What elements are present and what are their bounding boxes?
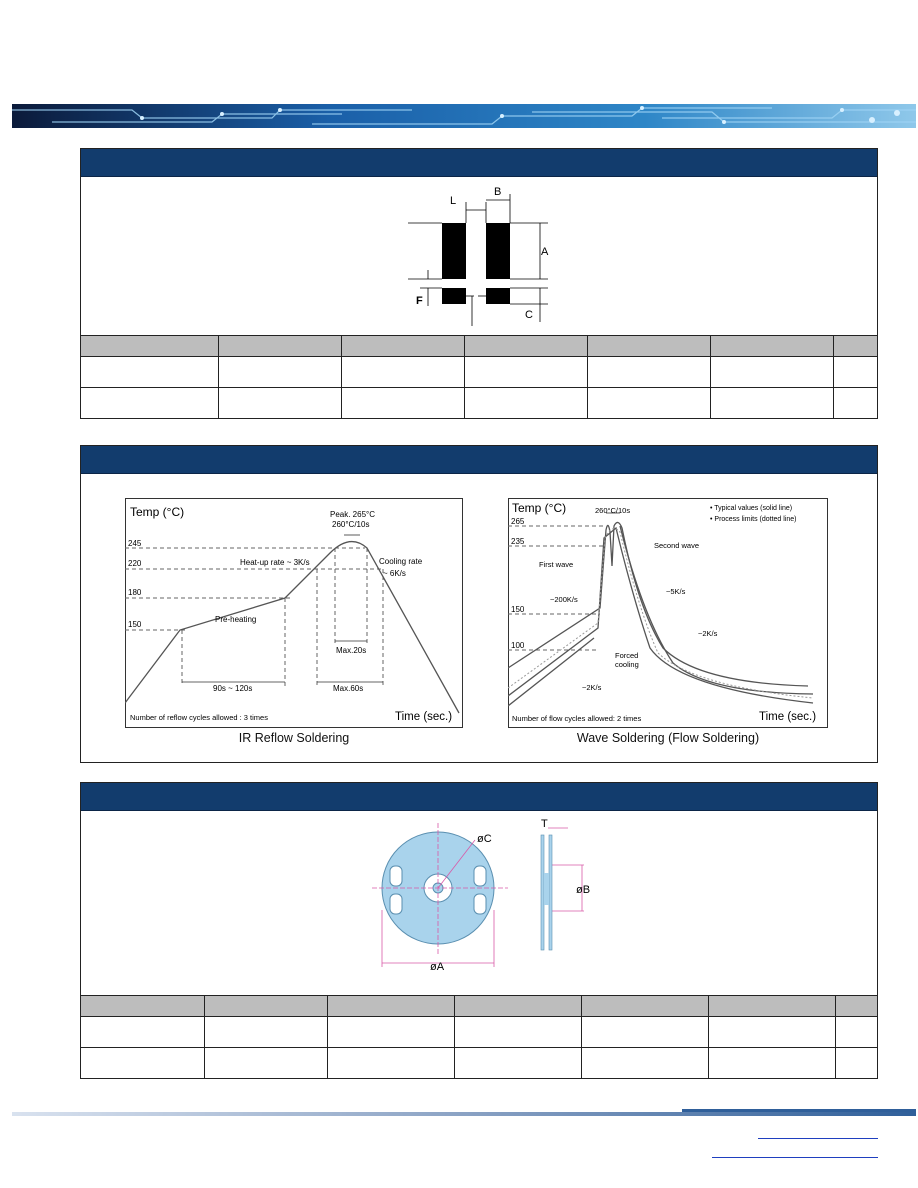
ir-tick: 150	[128, 620, 142, 629]
wave-legend-typical: • Typical values (solid line)	[710, 505, 793, 512]
ir-cooling-label: Cooling rate	[379, 557, 423, 566]
ir-reflow-chart	[125, 498, 463, 728]
dim-L-label: L	[450, 195, 457, 207]
table-row	[81, 388, 878, 419]
land-pattern-table	[80, 335, 878, 419]
land-pattern-diagram	[400, 180, 560, 330]
table-row	[81, 1048, 878, 1079]
ir-heatup-label: Heat-up rate ~ 3K/s	[240, 558, 310, 567]
soldering-header	[81, 446, 877, 474]
wave-rate-200-label: ~200K/s	[550, 595, 578, 604]
ir-tick: 180	[128, 588, 142, 597]
wave-cooling-label: cooling	[615, 660, 639, 669]
reel-diagram	[370, 815, 610, 975]
ir-cycles-note: Number of reflow cycles allowed : 3 times	[130, 713, 268, 722]
wave-peak-label: 260°C/10s	[595, 506, 631, 515]
footer-rule	[12, 1108, 916, 1118]
wave-legend-limits: • Process limits (dotted line)	[710, 516, 797, 523]
dim-C-label: C	[525, 309, 533, 321]
wave-x-title: Time (sec.)	[759, 711, 817, 723]
ir-x-title: Time (sec.)	[395, 711, 453, 723]
table-header-row	[81, 336, 878, 357]
wave-soldering-chart	[508, 498, 828, 728]
reel-A-label: øA	[430, 961, 445, 973]
wave-rate-5-label: ~5K/s	[666, 587, 686, 596]
ir-y-title: Temp (°C)	[130, 505, 185, 519]
ir-max60-label: Max.60s	[333, 684, 364, 693]
reel-B-label: øB	[576, 884, 591, 896]
ir-cooling-rate-label: ~ 6K/s	[383, 569, 406, 578]
footer-link-1[interactable]	[758, 1138, 878, 1139]
land-pattern-header	[81, 149, 877, 177]
dim-A-label: A	[541, 246, 549, 258]
wave-second-wave-label: Second wave	[654, 541, 700, 550]
reel-T-label: T	[541, 818, 548, 830]
ir-tick: 245	[128, 539, 142, 548]
wave-tick: 235	[511, 537, 525, 546]
wave-tick: 265	[511, 517, 525, 526]
ir-preheat-label: Pre-heating	[215, 615, 257, 624]
wave-rate-2b-label: ~2K/s	[582, 683, 602, 692]
dim-B-label: B	[494, 186, 502, 198]
wave-rate-2-label: ~2K/s	[698, 629, 718, 638]
table-row	[81, 357, 878, 388]
reel-C-label: øC	[477, 833, 492, 845]
ir-preheat-duration-label: 90s ~ 120s	[213, 684, 253, 693]
table-row	[81, 1017, 878, 1048]
ir-peak-label: Peak. 265°C	[330, 510, 376, 519]
reel-header	[81, 783, 877, 811]
ir-caption: IR Reflow Soldering	[238, 731, 350, 745]
header-banner	[12, 104, 916, 128]
ir-tick: 220	[128, 559, 142, 568]
ir-max20-label: Max.20s	[336, 646, 367, 655]
wave-forced-label: Forced	[615, 651, 639, 660]
reel-table	[80, 995, 878, 1079]
dim-F-label: F	[416, 295, 423, 307]
wave-caption: Wave Soldering (Flow Soldering)	[576, 731, 760, 745]
table-header-row	[81, 996, 878, 1017]
footer-link-2[interactable]	[712, 1157, 878, 1158]
wave-y-title: Temp (°C)	[512, 501, 567, 515]
wave-tick: 100	[511, 641, 525, 650]
wave-first-wave-label: First wave	[539, 560, 574, 569]
ir-peak-hold-label: 260°C/10s	[332, 520, 370, 529]
wave-tick: 150	[511, 605, 525, 614]
wave-cycles-note: Number of flow cycles allowed: 2 times	[512, 714, 642, 723]
